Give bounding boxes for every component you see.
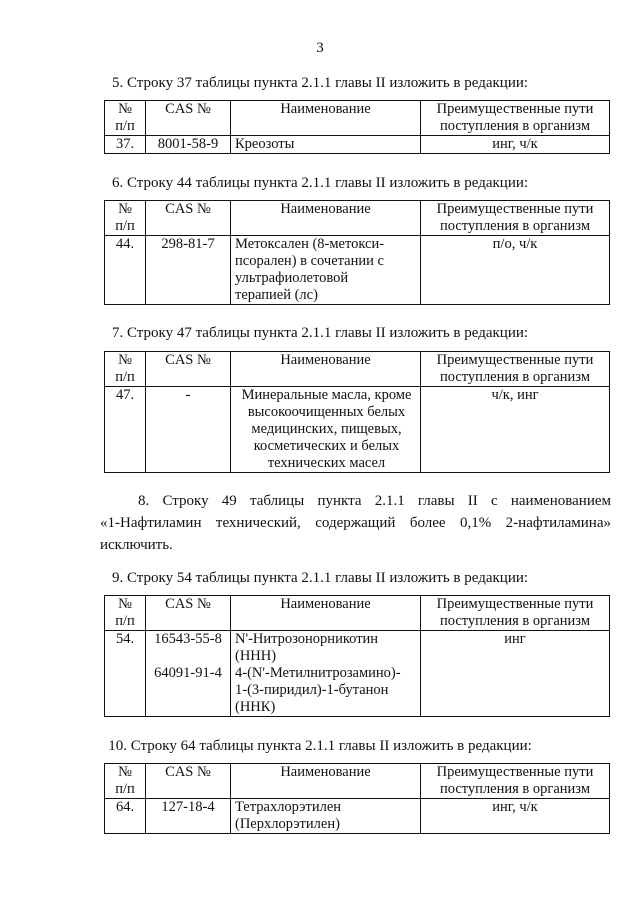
header-name: Наименование xyxy=(231,764,421,799)
row-routes: п/о, ч/к xyxy=(421,236,610,305)
row-routes: инг, ч/к xyxy=(421,799,610,834)
header-name: Наименование xyxy=(231,201,421,236)
paragraph-8 xyxy=(100,490,611,556)
table-header-row xyxy=(105,352,610,387)
table-row xyxy=(105,236,610,305)
row-routes: инг, ч/к xyxy=(421,136,610,154)
header-cas: CAS № xyxy=(146,764,231,799)
row-cas: 8001-58-9 xyxy=(146,136,231,154)
header-cas: CAS № xyxy=(146,101,231,136)
row-cas: 16543-55-8 64091-91-4 xyxy=(146,631,231,717)
header-name: Наименование xyxy=(231,596,421,631)
header-cas: CAS № xyxy=(146,352,231,387)
table-row-44 xyxy=(104,200,610,305)
paragraph-8-line: 8. Строку 49 таблицы пункта 2.1.1 главы II с наименованием xyxy=(138,493,611,509)
header-num: № п/п xyxy=(105,596,146,631)
table-header-row xyxy=(105,764,610,799)
page-number: 3 xyxy=(316,40,324,56)
table-header-row xyxy=(105,201,610,236)
row-name: Метоксален (8-метокси- псорален) в сочетании с ультрафиолетовой терапией (лс) xyxy=(231,236,421,305)
row-name: Тетрахлорэтилен (Перхлорэтилен) xyxy=(231,799,421,834)
row-num: 44. xyxy=(105,236,146,305)
header-routes: Преимущественные пути поступления в организм xyxy=(421,101,610,136)
header-routes: Преимущественные пути поступления в организм xyxy=(421,201,610,236)
paragraph-8-line: исключить. xyxy=(100,537,173,553)
section-7-heading: 7. Строку 47 таблицы пункта 2.1.1 главы II изложить в редакции: xyxy=(111,325,529,341)
header-routes: Преимущественные пути поступления в организм xyxy=(421,596,610,631)
row-name: Креозоты xyxy=(231,136,421,154)
row-num: 54. xyxy=(105,631,146,717)
table-header-row xyxy=(105,596,610,631)
section-5-heading: 5. Строку 37 таблицы пункта 2.1.1 главы II изложить в редакции: xyxy=(111,75,529,91)
row-num: 37. xyxy=(105,136,146,154)
header-routes: Преимущественные пути поступления в организм xyxy=(421,764,610,799)
row-name: N'-Нитрозонорникотин (ННН) 4-(N'-Метилнитрозамино)- 1-(3-пиридил)-1-бутанон (ННК) xyxy=(231,631,421,717)
table-row xyxy=(105,631,610,717)
row-routes: ч/к, инг xyxy=(421,387,610,473)
table-row xyxy=(105,799,610,834)
paragraph-8-line: «1-Нафтиламин технический, содержащий более 0,1% 2-нафтиламина» xyxy=(100,515,611,531)
table-header-row xyxy=(105,101,610,136)
table-row-64 xyxy=(104,763,610,834)
header-num: № п/п xyxy=(105,352,146,387)
table-row xyxy=(105,387,610,473)
header-name: Наименование xyxy=(231,101,421,136)
header-routes: Преимущественные пути поступления в организм xyxy=(421,352,610,387)
header-cas: CAS № xyxy=(146,596,231,631)
row-cas: 298-81-7 xyxy=(146,236,231,305)
table-row xyxy=(105,136,610,154)
header-cas: CAS № xyxy=(146,201,231,236)
header-num: № п/п xyxy=(105,201,146,236)
table-row-54 xyxy=(104,595,610,717)
row-cas: - xyxy=(146,387,231,473)
section-10-heading: 10. Строку 64 таблицы пункта 2.1.1 главы II изложить в редакции: xyxy=(108,738,532,754)
header-num: № п/п xyxy=(105,101,146,136)
section-9-heading: 9. Строку 54 таблицы пункта 2.1.1 главы II изложить в редакции: xyxy=(111,570,529,586)
row-num: 47. xyxy=(105,387,146,473)
row-routes: инг xyxy=(421,631,610,717)
row-cas: 127-18-4 xyxy=(146,799,231,834)
row-num: 64. xyxy=(105,799,146,834)
header-num: № п/п xyxy=(105,764,146,799)
header-name: Наименование xyxy=(231,352,421,387)
row-name: Минеральные масла, кроме высокоочищенных белых медицинских, пищевых, косметических и белых технических масел xyxy=(231,387,421,473)
table-row-47 xyxy=(104,351,610,473)
section-6-heading: 6. Строку 44 таблицы пункта 2.1.1 главы II изложить в редакции: xyxy=(111,175,529,191)
table-row-37 xyxy=(104,100,610,154)
